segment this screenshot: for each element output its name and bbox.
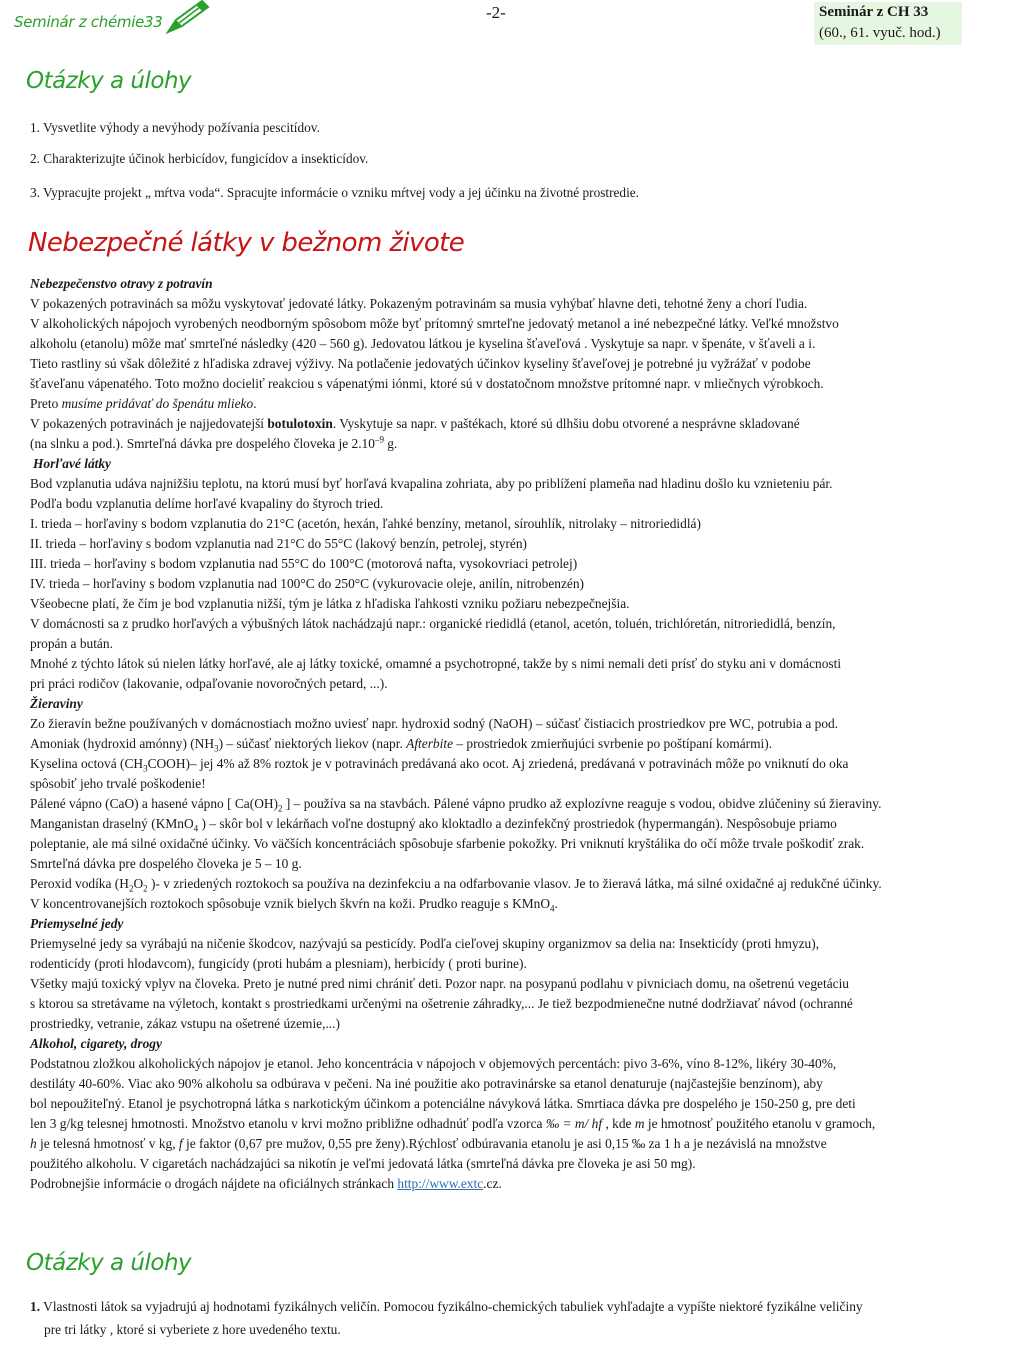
- text-line: IV. trieda – horľaviny s bodom vzplanutia nad 100°C do 250°C (vykurovacie oleje, anilín, nitrobenzén): [30, 576, 585, 591]
- text-line: V alkoholických nápojoch vyrobených neodborným spôsobom môže byť prítomný smrteľne jedovatý metanol a iné nebezpečné látky. Veľké množstvo: [30, 316, 839, 331]
- text-line: I. trieda – horľaviny s bodom vzplanutia do 21°C (acetón, hexán, ľahké benzíny, metanol, sírouhlík, nitrolaky – nitroriedidlá): [30, 516, 701, 531]
- text-line: h je telesná hmotnosť v kg, f je faktor (0,67 pre mužov, 0,55 pre ženy).Rýchlosť odbúravania etanolu je asi 0,15 ‰ za 1 h a je nezávislá na množstve: [30, 1136, 827, 1151]
- pencil-icon: [164, 0, 210, 38]
- text-line: alkoholu (etanolu) môže mať smrteľné následky (420 – 560 g). Jedovatou látkou je kyselina šťaveľová . Vyskytuje sa napr. v špenáte, v šťaveli a i.: [30, 336, 816, 351]
- question-2: 2. Charakterizujte účinok herbicídov, fungicídov a insekticídov.: [30, 151, 369, 166]
- text-line: použitého alkoholu. V cigaretách nachádzajúci sa nikotín je veľmi jedovatá látka (smrteľná dávka pre človeka je asi 50 mg).: [30, 1156, 696, 1171]
- text-line: Pálené vápno (CaO) a hasené vápno [ $Ca(OH)_2$ ] – používa sa na stavbách. Pálené vápno prudko až explozívne reaguje s vodou, obidve zlúčeniny sú žieraviny.: [30, 796, 882, 814]
- seminar-box: [814, 2, 962, 45]
- text-line: Podrobnejšie informácie o drogách nájdete na oficiálnych stránkach http://www.extc.cz.: [30, 1176, 502, 1191]
- text-line: (na slnku a pod.). Smrteľná dávka pre dospelého človeka je $2.10^{-9}$ g.: [30, 434, 398, 451]
- question-1: 1. Vysvetlite výhody a nevýhody požívania pescitídov.: [30, 120, 320, 135]
- text-line: II. trieda – horľaviny s bodom vzplanutia nad 21°C do 55°C (lakový benzín, petrolej, styrén): [30, 536, 527, 551]
- text-line: pri práci rodičov (lakovanie, odpaľovanie novoročných petard, ...).: [30, 676, 388, 691]
- text-line: Kyselina octová $(CH_3COOH)-$ jej 4% až 8% roztok je v potravinách predávaná ako ocot. Aj zriedená, predávaná v potravinách môže po vniknutí do oka: [30, 756, 849, 774]
- questions-heading-1: Otázky a úlohy: [26, 68, 192, 94]
- text-line: V pokazených potravinách sa môžu vyskytovať jedovaté látky. Pokazeným potravinám sa musia vyhýbať hlavne deti, tehotné ženy a chorí ľudia.: [30, 296, 808, 311]
- text-line: Bod vzplanutia udáva najnižšiu teplotu, na ktorú musí byť horľavá kvapalina zohriata, aby po priblížení plameňa nad hladinu došlo ku vznieteniu pár.: [30, 476, 833, 491]
- final-question: 1. Vlastnosti látok sa vyjadrujú aj hodnotami fyzikálnych veličín. Pomocou fyzikálno-chemických tabuliek vyhľadajte a vypíšte niektoré fyzikálne veličiny pre tri látky , ktoré si vyberiete z hore uvedeného textu.: [30, 1299, 863, 1337]
- seminar-box-hours: (60., 61. vyuč. hod.): [819, 25, 941, 41]
- text-line: prostriedky, vetranie, zákaz vstupu na ošetrené územie,...): [30, 1016, 340, 1031]
- text-line: Preto musíme pridávať do špenátu mlieko.: [30, 396, 257, 411]
- dangerous-substances-heading: Nebezpečné látky v bežnom živote: [28, 228, 465, 258]
- text-line: V domácnosti sa z prudko horľavých a výbušných látok nachádzajú napr.: organické riedidlá (etanol, acetón, toluén, trichlóretán, nitroriedidlá, benzín,: [30, 616, 836, 631]
- flammable-title: Horľavé látky: [33, 456, 112, 471]
- text-line: Tieto rastliny sú však dôležité z hľadiska zdravej výživy. Na potlačenie jedovatých účinkov kyseliny šťaveľovej je potrebné ju vyžrážať v podobe: [30, 356, 811, 371]
- alcohol-title: Alkohol, cigarety, drogy: [30, 1036, 162, 1051]
- brand-text: Seminár z chémie33: [14, 13, 163, 31]
- text-line: Všetky majú toxický vplyv na človeka. Preto je nutné pred nimi chrániť deti. Pozor napr. na posypanú podlahu v pivniciach domu, na ošetrenú vegetáciu: [30, 976, 849, 991]
- text-line: šťaveľanu vápenatého. Toto možno docieliť reakciou s vápenatými iónmi, ktoré sú v dostatočnom množstve prítomné napr. v mliečnych výrobkoch.: [30, 376, 824, 391]
- text-line: propán a bután.: [30, 636, 113, 651]
- text-line: Manganistan draselný (KMnO$_4$ ) – skôr bol v lekárňach voľne dostupný ako kloktadlo a dezinfekčný prostriedok (hypermangán). Nespôsobuje priamo: [30, 816, 837, 834]
- text-line: Priemyselné jedy sa vyrábajú na ničenie škodcov, nazývajú sa pesticídy. Podľa cieľovej skupiny organizmov sa delia na: Insekticídy (proti hmyzu),: [30, 936, 820, 951]
- text-line: len 3 g/kg telesnej hmotnosti. Množstvo etanolu v krvi možno približne odhadnúť podľa vzorca ‰ = m/ hf , kde m je hmotnosť použitého etanolu v gramoch,: [30, 1116, 876, 1131]
- text-line: spôsobiť jeho trvalé poškodenie!: [30, 776, 206, 791]
- text-line: poleptanie, ale má silné oxidačné účinky. Vo väčších koncentráciách spôsobuje sfarbenie pokožky. Pri vniknutí kryštálika do očí môže trvale poškodiť zrak.: [30, 836, 865, 851]
- food-poisoning-title: Nebezpečenstvo otravy z potravín: [30, 276, 213, 291]
- text-line: Podľa bodu vzplanutia delíme horľavé kvapaliny do štyroch tried.: [30, 496, 384, 511]
- text-line: Podstatnou zložkou alkoholických nápojov je etanol. Jeho koncentrácia v nápojoch v objemových percentách: pivo 3-6%, víno 8-12%, likéry 30-40%,: [30, 1056, 837, 1071]
- question-3: 3. Vypracujte projekt „ mŕtva voda“. Spracujte informácie o vzniku mŕtvej vody a jej účinku na životné prostredie.: [30, 185, 640, 200]
- industrial-poisons-title: Priemyselné jedy: [30, 916, 124, 931]
- corrosives-title: Žieraviny: [30, 696, 83, 711]
- text-line: Smrteľná dávka pre dospelého človeka je 5 – 10 g.: [30, 856, 302, 871]
- text-line: rodenticídy (proti hlodavcom), fungicídy (proti hubám a plesniam), herbicídy ( proti burine).: [30, 956, 527, 971]
- text-line: Amoniak (hydroxid amónny) $(NH_3)$ – súčasť niektorých liekov (napr. Afterbite – prostriedok zmierňujúci svrbenie po poštípaní komármi).: [30, 736, 773, 754]
- text-line: III. trieda – horľaviny s bodom vzplanutia nad 55°C do 100°C (motorová nafta, vysokovriaci petrolej): [30, 556, 578, 571]
- text-line: V koncentrovanejších roztokoch spôsobuje vznik bielych škvŕn na koži. Prudko reaguje s KMnO$_4$.: [30, 896, 558, 914]
- text-line: Mnohé z týchto látok sú nielen látky horľavé, ale aj látky toxické, omamné a psychotropné, takže by s nimi nemali deti prísť do styku ani v domácnosti: [30, 656, 842, 671]
- text-line: destiláty 40-60%. Viac ako 90% alkoholu sa odbúrava v pečeni. Na iné použitie ako potravinárske sa etanol denaturuje (najčastejšie benzínom), aby: [30, 1076, 823, 1091]
- drugs-info-link[interactable]: http://www.extc: [397, 1176, 484, 1191]
- page-number: -2-: [486, 3, 506, 22]
- final-question-number: 1.: [30, 1299, 41, 1314]
- questions-heading-2: Otázky a úlohy: [26, 1250, 192, 1276]
- text-line: Zo žieravín bežne používaných v domácnostiach možno uviesť napr. hydroxid sodný (NaOH) – súčasť čistiacich prostriedkov pre WC, potrubia a pod.: [30, 716, 839, 731]
- brand: [14, 0, 210, 44]
- text-line: V pokazených potravinách je najjedovatejší botulotoxin. Vyskytuje sa napr. v paštékach, ktoré sú dlhšiu dobu otvorené a nesprávne skladované: [30, 416, 800, 431]
- body-text: [30, 274, 1005, 1194]
- text-line: Všeobecne platí, že čím je bod vzplanutia nižší, tým je látka z hľadiska ľahkosti vzniku požiaru nebezpečnejšia.: [30, 596, 630, 611]
- text-line: bol nepoužiteľný. Etanol je psychotropná látka s narkotickým účinkom a potenciálne návyková látka. Smrtiaca dávka pre dospelého je 150-250 g, pre deti: [30, 1096, 856, 1111]
- seminar-box-title: Seminár z CH 33: [819, 4, 929, 20]
- text-line: Peroxid vodíka ($H_2O_2$ )- v zriedených roztokoch sa používa na dezinfekciu a na odfarbovanie vlasov. Je to žieravá látka, má silné oxidačné aj redukčné účinky.: [30, 876, 882, 894]
- text-line: s ktorou sa stretávame na výletoch, kontakt s prostriedkami určenými na ošetrenie záhradky,... Je tiež bezpodmienečne nutné dodržiavať návod (ochranné: [30, 996, 853, 1011]
